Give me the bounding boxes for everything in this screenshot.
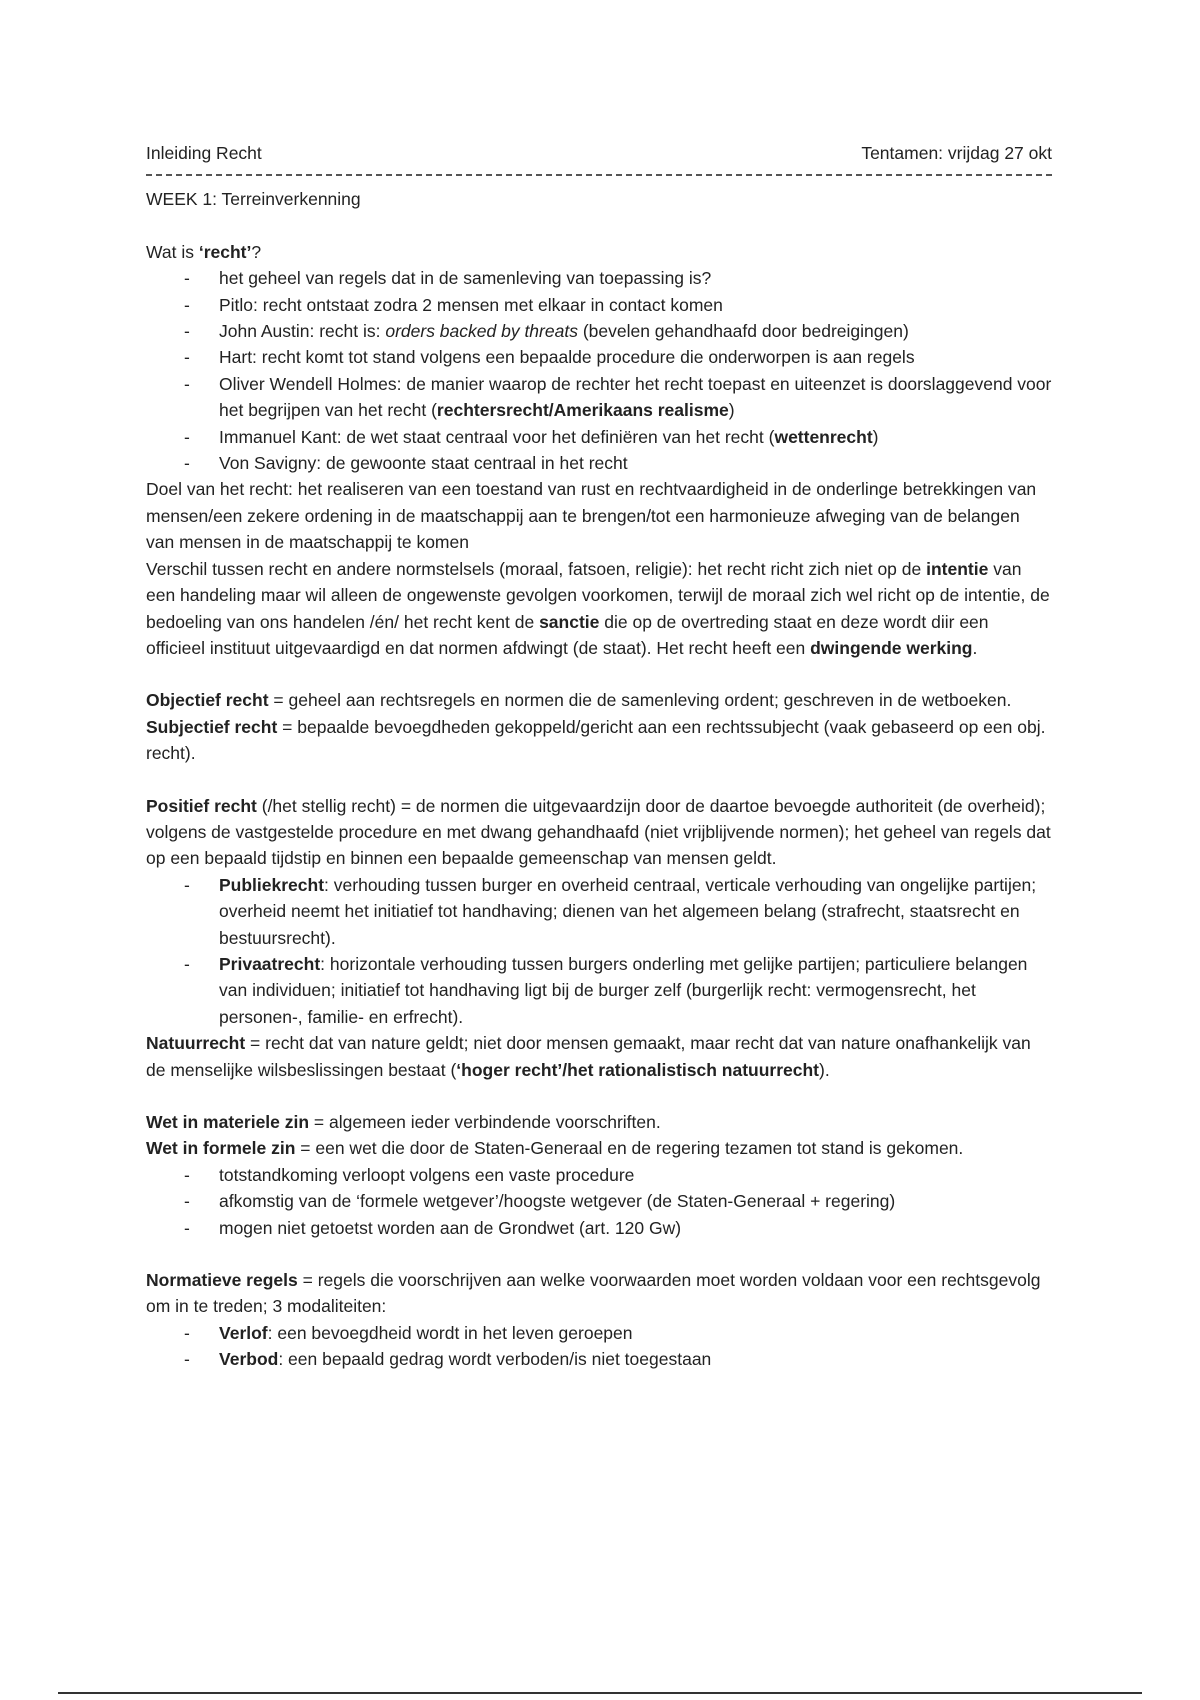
course-title: Inleiding Recht [146,143,262,163]
document-page [146,140,1052,1373]
subjectief-paragraph: Subjectief recht = bepaalde bevoegdheden gekoppeld/gericht aan een rechtssubjecht (vaak gebaseerd op een obj. recht). [146,716,1046,764]
list-item: - Privaatrecht: horizontale verhouding tussen burgers onderling met gelijke partijen; particuliere belangen van individuen; initiatief tot handhaving ligt bij de burger zelf (burgerlijk recht: vermogensrecht, het personen-, familie- en erfrecht). [146,951,1052,1030]
list-item: - Verlof: een bevoegdheid wordt in het leven geroepen [146,1320,1052,1346]
list-item: - afkomstig van de ‘formele wetgever’/hoogste wetgever (de Staten-Generaal + regering) [146,1188,1052,1214]
list-item: - totstandkoming verloopt volgens een vaste procedure [146,1162,1052,1188]
list-item: - John Austin: recht is: orders backed by threats (bevelen gehandhaafd door bedreigingen) [146,318,1052,344]
wet-materiele-paragraph: Wet in materiele zin = algemeen ieder verbindende voorschriften. [146,1112,661,1132]
list-item: - mogen niet getoetst worden aan de Grondwet (art. 120 Gw) [146,1215,1052,1241]
list-item: - Hart: recht komt tot stand volgens een bepaalde procedure die onderworpen is aan regels [146,344,1052,370]
list-item: - Verbod: een bepaald gedrag wordt verboden/is niet toegestaan [146,1346,1052,1372]
exam-date: Tentamen: vrijdag 27 okt [861,143,1052,163]
doel-paragraph: Doel van het recht: het realiseren van een toestand van rust en rechtvaardigheid in de onderlinge betrekkingen van mensen/een zekere ordening in de maatschappij aan te brengen/tot een harmonieuze afweging van de belangen van mensen in de maatschappij te komen [146,479,1037,553]
list-item: - Oliver Wendell Holmes: de manier waarop de rechter het recht toepast en uiteenzet is doorslaggevend voor het begrijpen van het recht (rechtersrecht/Amerikaans realisme) [146,371,1052,424]
wet-list [146,1162,1052,1241]
list-item: - Pitlo: recht ontstaat zodra 2 mensen met elkaar in contact komen [146,292,1052,318]
list-item: - Publiekrecht: verhouding tussen burger en overheid centraal, verticale verhouding van ongelijke partijen; overheid neemt het initiatief tot handhaving; dienen van het algemeen belang (strafrecht, staatsrecht en bestuursrecht). [146,872,1052,951]
positief-list [146,872,1052,1030]
objectief-paragraph: Objectief recht = geheel aan rechtsregels en normen die de samenleving ordent; geschreven in de wetboeken. [146,690,1012,711]
verschil-paragraph: Verschil tussen recht en andere normstelsels (moraal, fatsoen, religie): het recht richt zich niet op de intentie van een handeling maar wil alleen de ongewenste gevolgen voorkomen, terwijl de moraal zich wel richt op de intentie, de bedoeling van ons handelen /én/ het recht kent de sanctie die op de overtreding staat en deze wordt diir een officieel instituut uitgevaardigd en dat normen afdwingt (de staat). Het recht heeft een dwingende werking. [146,558,1050,658]
recht-definitions-list [146,265,1052,476]
natuurrecht-paragraph: Natuurrecht = recht dat van nature geldt; niet door mensen gemaakt, maar recht dat van nature onafhankelijk van de menselijke wilsbeslissingen bestaat (‘hoger recht’/het rationalistisch natuurrecht). [146,1033,1031,1080]
week-title: WEEK 1: Terreinverkenning [146,189,361,210]
list-item: - Von Savigny: de gewoonte staat centraal in het recht [146,450,1052,476]
list-item: - het geheel van regels dat in de samenleving van toepassing is? [146,265,1052,291]
list-item: - Immanuel Kant: de wet staat centraal voor het definiëren van het recht (wettenrecht) [146,424,1052,450]
page-bottom-line [58,1692,1142,1694]
normatieve-paragraph: Normatieve regels = regels die voorschrijven aan welke voorwaarden moet worden voldaan voor een rechtsgevolg om in te treden; 3 modaliteiten: [146,1270,1041,1317]
dashed-divider [146,174,1052,176]
modaliteiten-list [146,1320,1052,1373]
page-header [146,140,1052,166]
question-heading: Wat is ‘recht’? [146,241,262,262]
wet-formele-paragraph: Wet in formele zin = een wet die door de Staten-Generaal en de regering tezamen tot stand is gekomen. [146,1138,964,1159]
positief-paragraph: Positief recht (/het stellig recht) = de normen die uitgevaardzijn door de daartoe bevoegde authoriteit (de overheid); volgens de vastgestelde procedure en met dwang gehandhaafd (niet vrijblijvende normen); het geheel van regels dat op een bepaald tijdstip en binnen een bepaalde gemeenschap van mensen geldt. [146,795,1051,869]
